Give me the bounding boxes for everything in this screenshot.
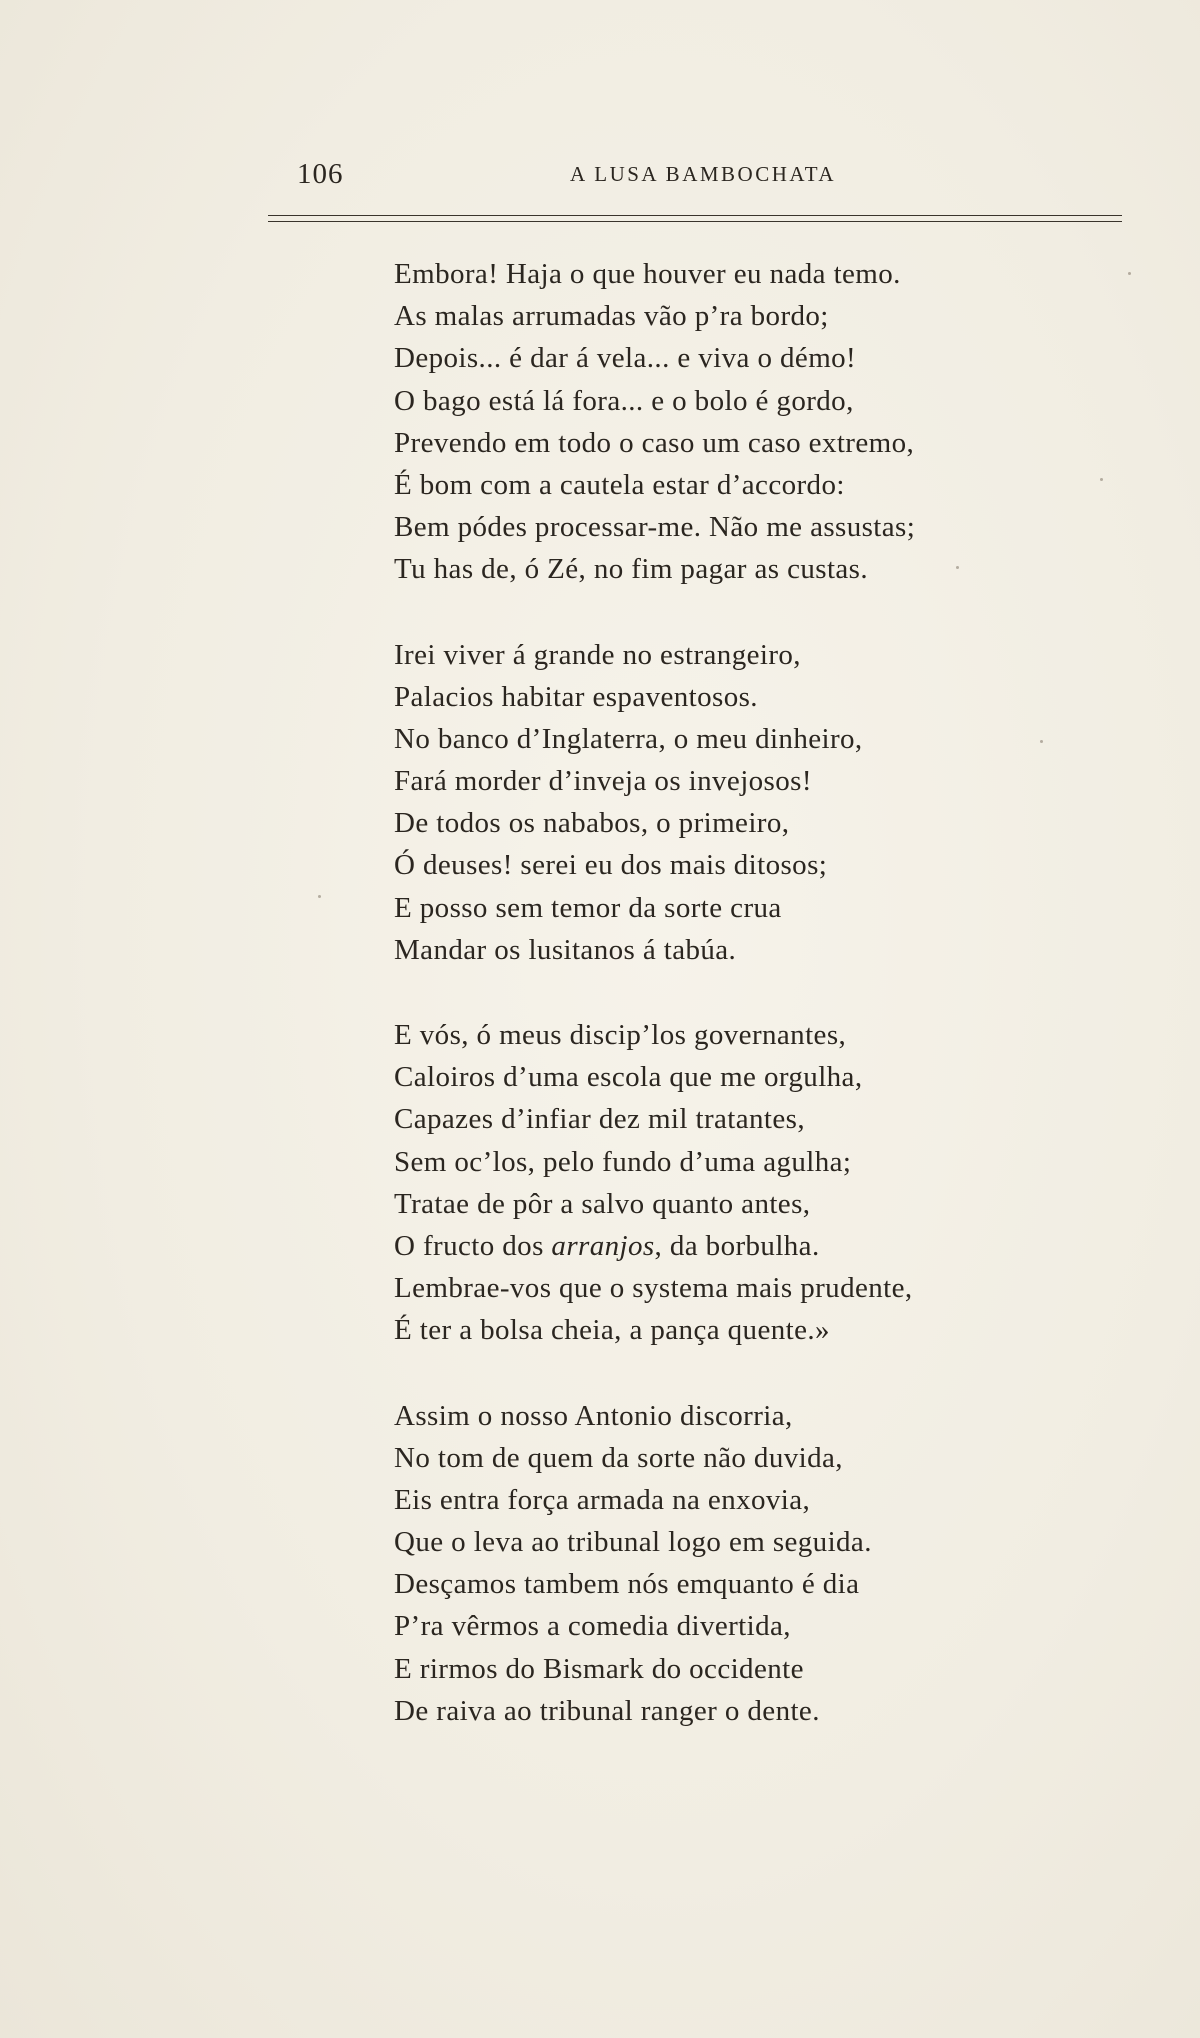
stanza <box>394 1395 1124 1733</box>
header-rule <box>268 215 1122 225</box>
verse-line: Capazes d’infiar dez mil tratantes, <box>394 1103 805 1136</box>
verse-line: Caloiros d’uma escola que me orgulha, <box>394 1061 863 1094</box>
header-rule-bottom-line <box>268 221 1122 222</box>
poem-body <box>394 253 1124 1775</box>
italic-word: arranjos <box>551 1229 655 1262</box>
verse-line: Prevendo em todo o caso um caso extremo, <box>394 426 915 459</box>
stanza <box>394 253 1124 591</box>
paper-speck <box>318 895 321 898</box>
verse-line: Sem oc’los, pelo fundo d’uma agulha; <box>394 1145 852 1178</box>
verse-line: Ó deuses! serei eu dos mais ditosos; <box>394 849 828 882</box>
verse-line: Irei viver á grande no estrangeiro, <box>394 638 801 671</box>
verse-text: O fructo dos <box>394 1229 552 1262</box>
verse-line: No tom de quem da sorte não duvida, <box>394 1441 843 1474</box>
verse-line: P’ra vêrmos a comedia divertida, <box>394 1610 791 1643</box>
verse-line: E posso sem temor da sorte crua <box>394 891 782 924</box>
stanza <box>394 1014 1124 1352</box>
paper-speck <box>1040 740 1043 743</box>
verse-line: Eis entra força armada na enxovia, <box>394 1483 811 1516</box>
verse-line: É ter a bolsa cheia, a pança quente.» <box>394 1314 830 1347</box>
verse-line: Tu has de, ó Zé, no fim pagar as custas. <box>394 553 869 586</box>
running-head: A LUSA BAMBOCHATA <box>570 162 837 186</box>
verse-line: Assim o nosso Antonio discorria, <box>394 1399 793 1432</box>
verse-line: Que o leva ao tribunal logo em seguida. <box>394 1526 872 1559</box>
verse-line: No banco d’Inglaterra, o meu dinheiro, <box>394 722 863 755</box>
paper-speck <box>956 566 959 569</box>
verse-line: É bom com a cautela estar d’accordo: <box>394 468 845 501</box>
verse-line: Mandar os lusitanos á tabúa. <box>394 933 737 966</box>
header-rule-top-line <box>268 215 1122 216</box>
stanza <box>394 634 1124 972</box>
paper-speck <box>1128 272 1131 275</box>
verse-line: Palacios habitar espaventosos. <box>394 680 758 713</box>
verse-line: E rirmos do Bismark do occidente <box>394 1652 804 1685</box>
verse-text: , da borbulha. <box>654 1229 820 1262</box>
verse-line: As malas arrumadas vão p’ra bordo; <box>394 300 829 333</box>
verse-line: De todos os nababos, o primeiro, <box>394 807 790 840</box>
verse-line: Embora! Haja o que houver eu nada temo. <box>394 258 901 290</box>
verse-line: Tratae de pôr a salvo quanto antes, <box>394 1187 811 1220</box>
page-number: 106 <box>297 158 344 190</box>
verse-line: De raiva ao tribunal ranger o dente. <box>394 1694 820 1727</box>
verse-line: Desçamos tambem nós emquanto é dia <box>394 1568 860 1601</box>
verse-line: O bago está lá fora... e o bolo é gordo, <box>394 384 854 417</box>
verse-line: Depois... é dar á vela... e viva o démo! <box>394 342 857 375</box>
paper-speck <box>1100 478 1103 481</box>
verse-line: E vós, ó meus discip’los governantes, <box>394 1019 847 1051</box>
verse-line: Lembrae-vos que o systema mais prudente, <box>394 1272 913 1305</box>
verse-line-italic <box>394 1225 1124 1267</box>
verse-line: Fará morder d’inveja os invejosos! <box>394 765 812 798</box>
verse-line: Bem pódes processar-me. Não me assustas; <box>394 511 916 544</box>
